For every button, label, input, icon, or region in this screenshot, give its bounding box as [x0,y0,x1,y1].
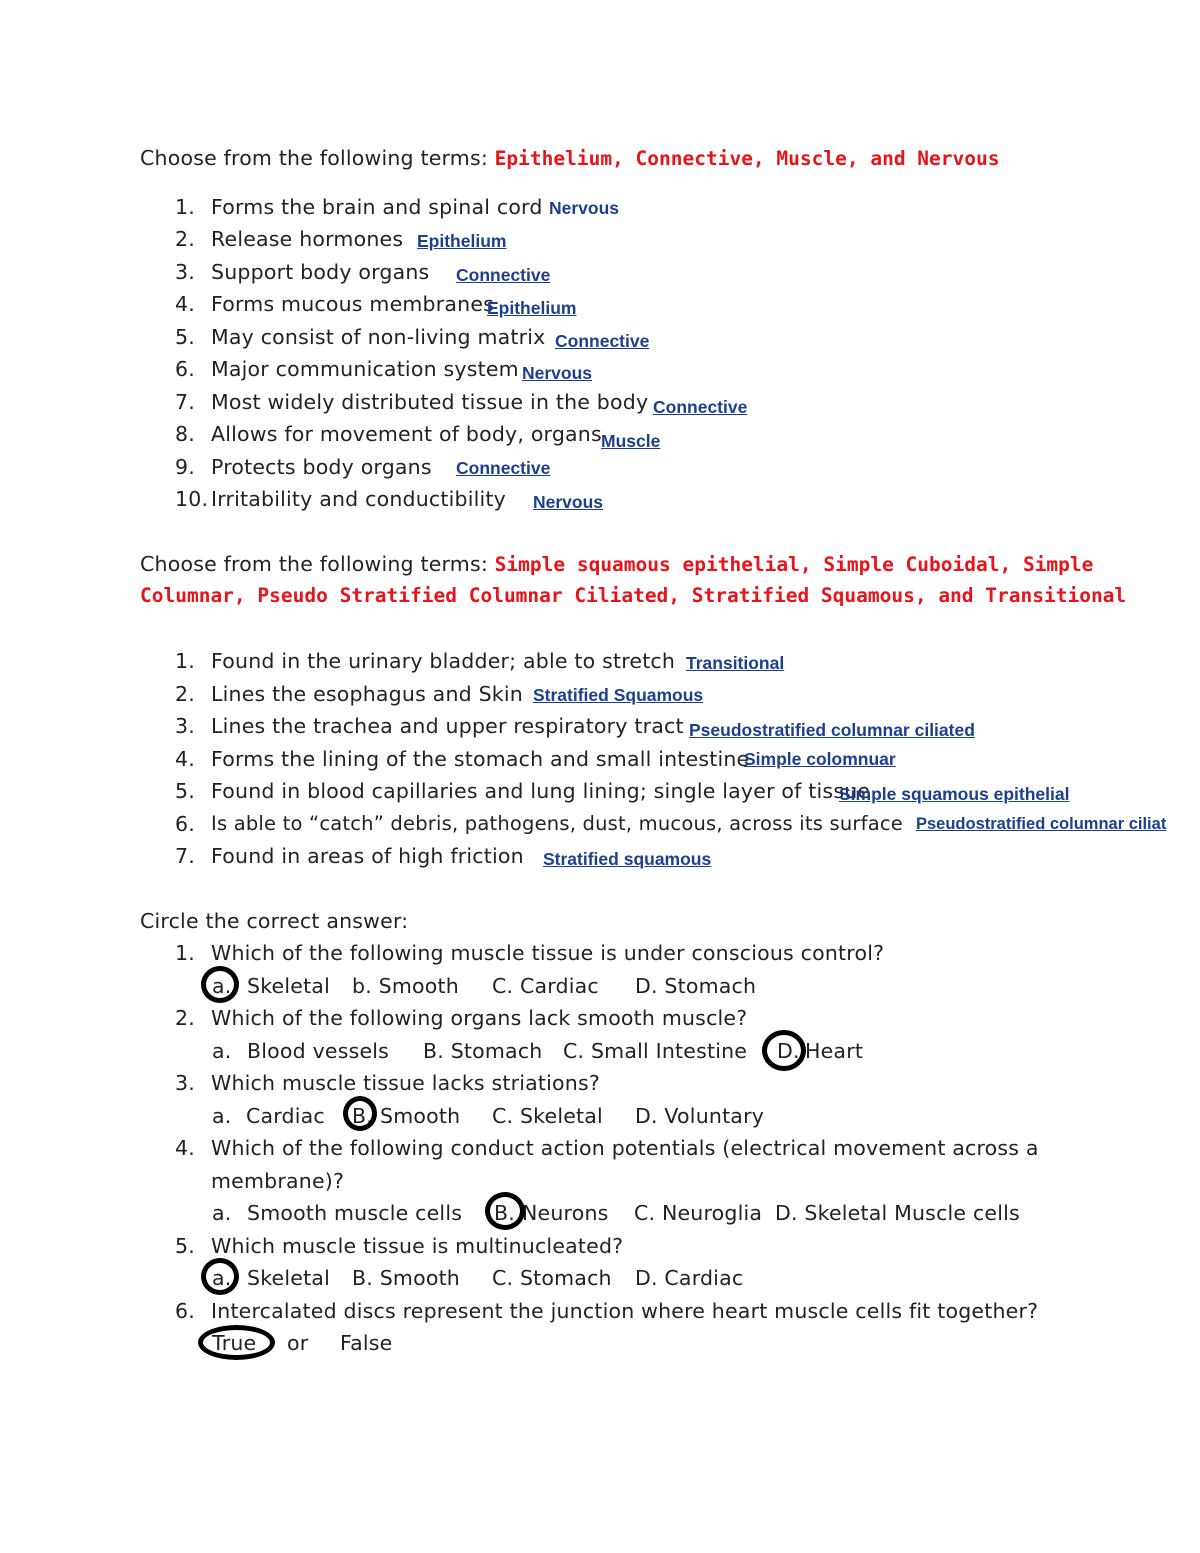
option-b-letter: B. [494,1201,515,1225]
item-text: Is able to “catch” debris, pathogens, dust, mucous, across its surface [211,812,903,835]
option-d: D. Stomach [635,974,757,998]
option-b: B. Smooth [352,1266,460,1290]
question-number: 3. [175,1071,195,1095]
answer: Nervous [522,363,593,383]
item-number: 3. [175,714,195,738]
option-or: or [287,1331,309,1355]
option-a-text: Skeletal [247,974,330,998]
option-a-letter: a. [212,1201,232,1225]
option-a-letter: a. [212,1039,232,1063]
item-text: Protects body organs [211,455,432,479]
answer-circle [201,966,239,1003]
question-text: Which muscle tissue lacks striations? [211,1071,600,1095]
question-number: 2. [175,1006,195,1030]
item-text: Lines the trachea and upper respiratory tract [211,714,684,738]
list-item [175,194,195,220]
answer: Simple squamous epithelial [839,784,1070,804]
answer: Muscle [601,431,661,451]
question-number: 5. [175,1234,195,1258]
item-number: 5. [175,325,195,349]
question-text: Which of the following muscle tissue is under conscious control? [211,941,885,965]
question-text: Which of the following organs lack smooth muscle? [211,1006,748,1030]
item-text: Support body organs [211,260,430,284]
item-number: 9. [175,455,195,479]
option-d: D. Skeletal Muscle cells [775,1201,1020,1225]
item-text: May consist of non-living matrix [211,325,546,349]
section2-terms-line2: Columnar, Pseudo Stratified Columnar Ciliated, Stratified Squamous, and Transitional [140,584,1127,607]
option-a-letter: a. [212,1266,232,1290]
section2-terms-line1: Simple squamous epithelial, Simple Cuboidal, Simple [494,553,1094,576]
item-text: Allows for movement of body, organs [211,422,602,446]
option-a-letter: a. [212,1104,232,1128]
option-a-text: Smooth muscle cells [247,1201,463,1225]
option-d-letter: D. [777,1039,800,1063]
option-b-text: Smooth [380,1104,461,1128]
answer-circle [343,1096,377,1131]
answer: Simple colomnuar [744,749,896,769]
item-text: Found in the urinary bladder; able to stretch [211,649,676,673]
option-d: D. Cardiac [635,1266,744,1290]
option-c: C. Small Intestine [563,1039,748,1063]
answer: Connective [555,331,650,351]
item-text: Found in blood capillaries and lung lining; single layer of tissue [211,779,871,803]
item-number: 4. [175,292,195,316]
item-number: 7. [175,390,195,414]
answer-circle [762,1030,806,1071]
item-text: Forms the brain and spinal cord [211,195,543,219]
item-number: 2. [175,682,195,706]
option-c: C. Stomach [492,1266,612,1290]
item-number: 2. [175,227,195,251]
answer: Nervous [533,492,604,512]
option-d-text: Heart [805,1039,864,1063]
section3-prompt: Circle the correct answer: [140,909,409,933]
answer: Pseudostratified columnar ciliated [689,720,975,740]
question-number: 6. [175,1299,195,1323]
item-number: 6. [175,357,195,381]
answer-circle [201,1258,239,1295]
answer: Stratified Squamous [533,685,704,705]
section1-prompt-text: Choose from the following terms: [140,146,495,170]
item-text: Irritability and conductibility [211,487,506,511]
question-number: 4. [175,1136,195,1160]
item-text: Most widely distributed tissue in the body [211,390,649,414]
answer: Stratified squamous [543,849,712,869]
item-number: 1. [175,195,195,219]
answer: Epithelium [487,298,577,318]
item-number: 6. [175,812,195,836]
option-a-text: Blood vessels [247,1039,390,1063]
question-number: 1. [175,941,195,965]
option-false: False [340,1331,393,1355]
section1-prompt [140,145,999,172]
option-b-letter: B. [352,1104,373,1128]
item-text: Forms mucous membranes [211,292,495,316]
item-text: Release hormones [211,227,404,251]
option-b: B. Stomach [423,1039,543,1063]
option-c: C. Cardiac [492,974,599,998]
question-text: Which muscle tissue is multinucleated? [211,1234,624,1258]
item-number: 7. [175,844,195,868]
section1-terms: Epithelium, Connective, Muscle, and Nervous [494,147,1000,170]
item-text: Forms the lining of the stomach and small intestine [211,747,750,771]
item-text: Lines the esophagus and Skin [211,682,523,706]
option-d: D. Voluntary [635,1104,765,1128]
item-number: 1. [175,649,195,673]
item-number: 3. [175,260,195,284]
question-text-continued: membrane)? [211,1169,345,1193]
option-a-letter: a. [212,974,232,998]
item-number: 8. [175,422,195,446]
item-number: 4. [175,747,195,771]
option-a-text: Skeletal [247,1266,330,1290]
option-b-text: Neurons [522,1201,609,1225]
option-a-text: Cardiac [246,1104,325,1128]
option-c: C. Skeletal [492,1104,603,1128]
answer-circle [485,1192,525,1230]
answer: Connective [456,458,551,478]
section2-prompt-text: Choose from the following terms: [140,552,495,576]
question-text: Which of the following conduct action potentials (electrical movement across a [211,1136,1039,1160]
answer: Transitional [686,653,785,673]
option-c: C. Neuroglia [634,1201,763,1225]
answer: Epithelium [417,231,507,251]
answer: Pseudostratified columnar ciliat [916,815,1167,833]
answer: Nervous [549,198,620,218]
item-text: Found in areas of high friction [211,844,524,868]
option-b: b. Smooth [352,974,459,998]
section2-prompt [140,551,1093,578]
question-text: Intercalated discs represent the junction where heart muscle cells fit together? [211,1299,1039,1323]
item-number: 10. [175,487,209,511]
item-number: 5. [175,779,195,803]
answer: Connective [456,265,551,285]
option-true: True [212,1331,257,1355]
answer: Connective [653,397,748,417]
answer-circle [198,1325,275,1360]
item-text: Major communication system [211,357,519,381]
